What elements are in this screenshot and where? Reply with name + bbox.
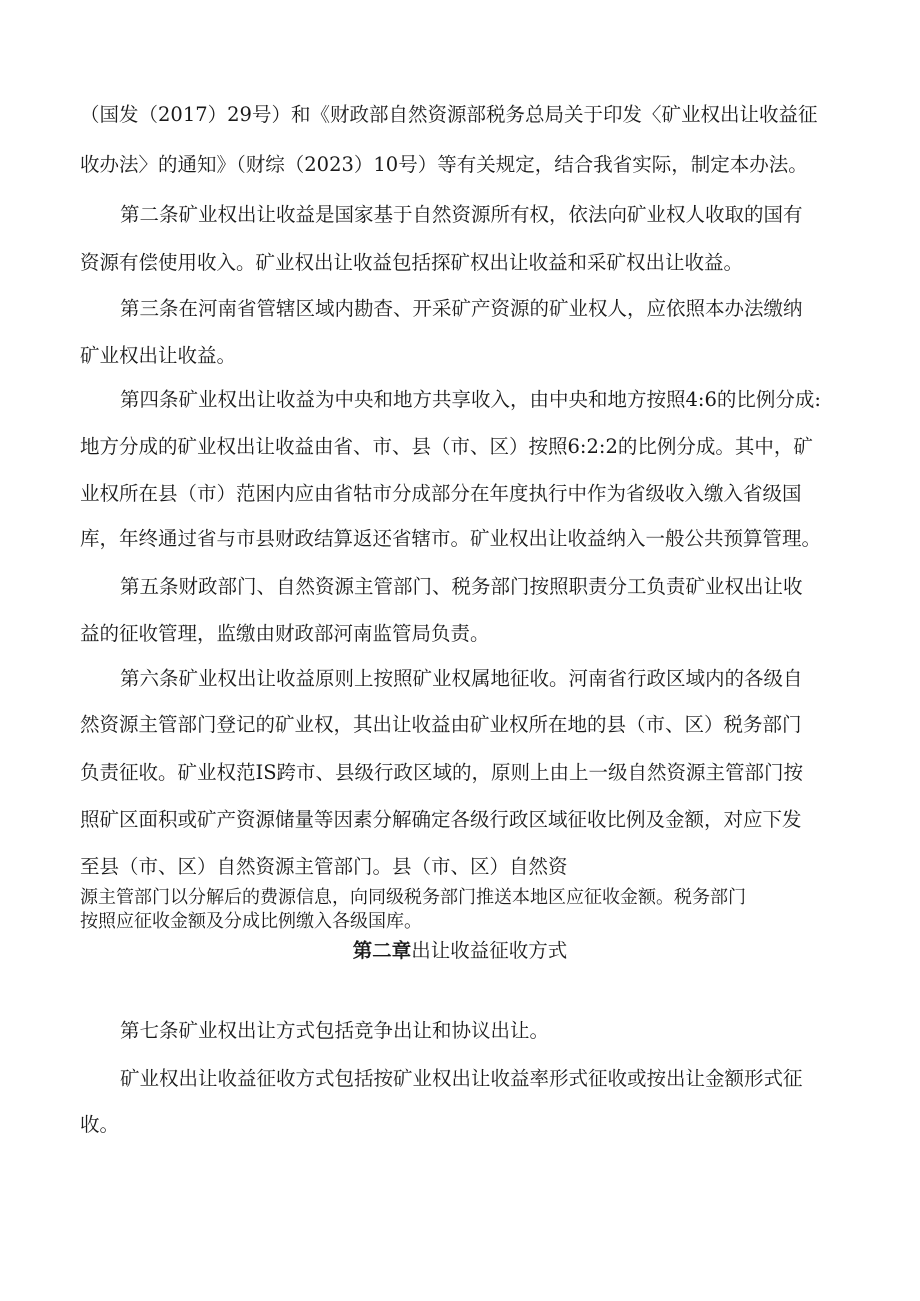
article-7-line: 第七条矿业权出让方式包括竞争出让和协议出让。 — [120, 1019, 550, 1042]
body-line: 至县（市、区）自然资源主管部门。县（市、区）自然资 — [80, 855, 568, 878]
article-3-line: 第三条在河南省管辖区域内勘杳、开采矿产资源的矿业权人，应依照本办法缴纳 — [120, 297, 803, 320]
article-5-line: 第五条财政部门、自然资源主管部门、税务部门按照职责分工负责矿业权出让收 — [120, 575, 803, 598]
chapter-number: 第二章 — [352, 939, 412, 962]
chapter-title: 出让收益征收方式 — [411, 939, 568, 962]
body-line: 资源有偿使用收入。矿业权出让收益包括探矿权出让收益和采矿权出让收益。 — [80, 251, 744, 274]
body-line: 照矿区面积或矿产资源储量等因素分解确定各级行政区域征收比例及金额，对应下发 — [80, 808, 802, 831]
body-line: 收。 — [80, 1113, 120, 1136]
body-line: 益的征收管理，监缴由财政部河南监管局负责。 — [80, 622, 490, 645]
body-line: 收办法〉的通知》（财综（2023）10号）等有关规定，结合我省实际，制定本办法。 — [80, 153, 808, 176]
article-2-line: 第二条矿业权出让收益是国家基于自然资源所有权，依法向矿业权人收取的国有 — [120, 203, 803, 226]
body-line: 源主管部门以分解后的费源信息，向同级税务部门推送本地区应征收金额。税务部门 — [80, 887, 746, 908]
body-line: 矿业权出让收益征收方式包括按矿业权出让收益率形式征收或按出让金额形式征 — [120, 1067, 803, 1090]
article-4-line: 第四条矿业权出让收益为中央和地方共享收入，由中央和地方按照4:6的比例分成: — [120, 388, 821, 411]
body-line: 业权所在县（市）范困内应由省牯市分成部分在年度执行中作为省级收入缴入省级国 — [80, 482, 802, 505]
article-6-line: 第六条矿业权出让收益原则上按照矿业权属地征收。河南省行政区域内的各级自 — [120, 667, 803, 690]
body-line: 然资源主管部门登记的矿业权，其出让收益由矿业权所在地的县（市、区）税务部门 — [80, 713, 802, 736]
body-line: 负责征收。矿业权范IS跨市、县级行政区域的，原则上由上一级自然资源主管部门按 — [80, 761, 804, 784]
body-line: 库，年终通过省与市县财政结算返还省辖市。矿业权出让收益纳入一般公共预算管理。 — [80, 527, 822, 550]
body-line: 地方分成的矿业权出让收益由省、市、县（市、区）按照6:2:2的比例分成。其中，矿 — [80, 435, 813, 458]
chapter-heading — [0, 937, 920, 965]
body-line: 矿业权出让收益。 — [80, 344, 237, 367]
body-line: （国发（2017）29号）和《财政部自然资源部税务总局关于印发〈矿业权出让收益征 — [80, 103, 818, 126]
body-line: 按照应征收金额及分成比例缴入各级国库。 — [80, 911, 422, 932]
